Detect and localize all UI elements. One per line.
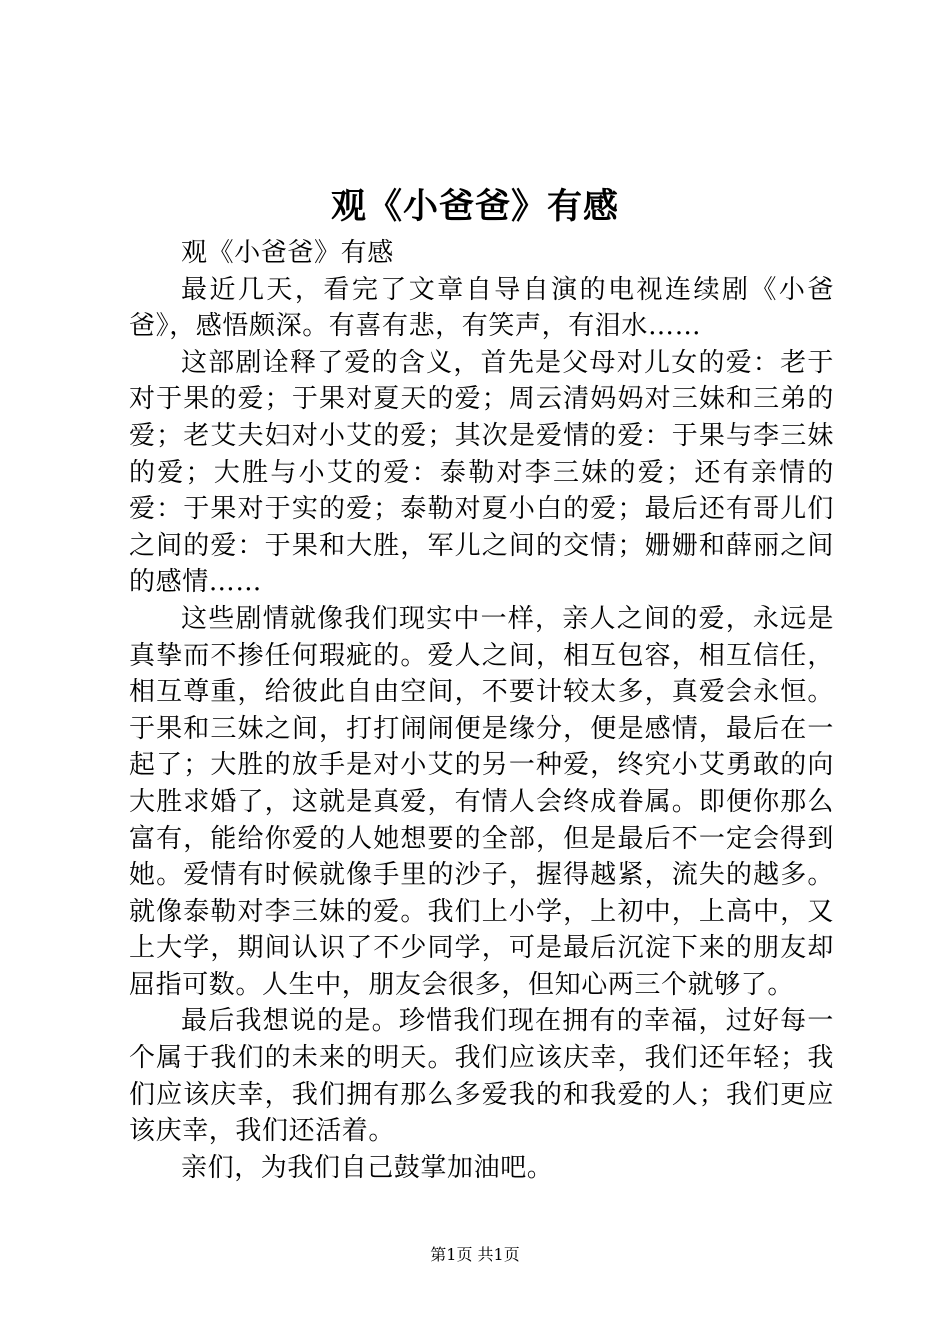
- paragraph-subtitle: 观《小爸爸》有感: [181, 238, 394, 268]
- paragraph-reflection: 这些剧情就像我们现实中一样，亲人之间的爱，永远是真挚而不掺任何瑕疵的。爱人之间，相互包容，相互信任，相互尊重，给彼此自由空间，不要计较太多，真爱会永恒。于果和三妹之间，打打闹闹便是缘分，便是感情，最后在一起了；大胜的放手是对小艾的另一种爱，终究小艾勇敢的向大胜求婚了，这就是真爱，有情人会终成眷属。即便你那么富有，能给你爱的人她想要的全部，但是最后不一定会得到她。爱情有时候就像手里的沙子，握得越紧，流失的越多。就像泰勒对李三妹的爱。我们上小学，上初中，上高中，又上大学，期间认识了不少同学，可是最后沉淀下来的朋友却屈指可数。人生中，朋友会很多，但知心两三个就够了。: [129, 603, 834, 1000]
- page-number-footer: 第1页 共1页: [430, 1245, 520, 1264]
- paragraph-conclusion: 最后我想说的是。珍惜我们现在拥有的幸福，过好每一个属于我们的未来的明天。我们应该庆幸，我们还年轻；我们应该庆幸，我们拥有那么多爱我的和我爱的人；我们更应该庆幸，我们还活着。: [129, 1006, 834, 1147]
- paragraph-closing: 亲们，为我们自己鼓掌加油吧。: [181, 1152, 554, 1183]
- page-title: 观《小爸爸》有感: [330, 186, 619, 227]
- paragraph-love-types: 这部剧诠释了爱的含义，首先是父母对儿女的爱：老于对于果的爱；于果对夏天的爱；周云清妈妈对三妹和三弟的爱；老艾夫妇对小艾的爱；其次是爱情的爱：于果与李三妹的爱；大胜与小艾的爱：泰勒对李三妹的爱；还有亲情的爱：于果对于实的爱；泰勒对夏小白的爱；最后还有哥儿们之间的爱：于果和大胜，军儿之间的交情；姗姗和薛丽之间的感情……: [129, 347, 834, 598]
- paragraph-intro: 最近几天，看完了文章自导自演的电视连续剧《小爸爸》，感悟颇深。有喜有悲，有笑声，有泪水……: [129, 274, 834, 342]
- document-body: [129, 235, 834, 1186]
